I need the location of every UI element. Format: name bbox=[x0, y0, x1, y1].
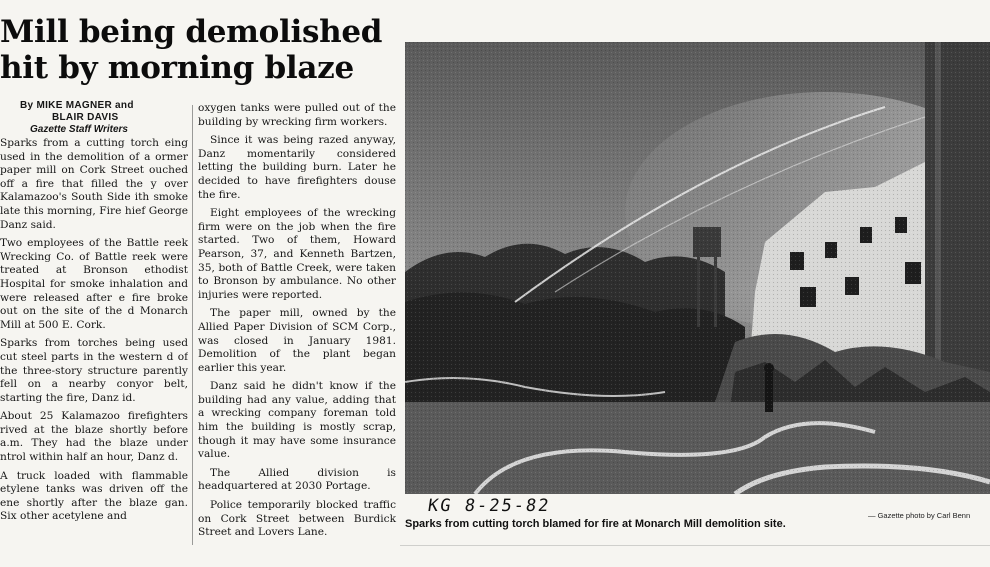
byline-staff: Gazette Staff Writers bbox=[30, 124, 128, 135]
column1-paragraph: Sparks from torches being used cut steel parts in the western d of the three-story structure parently fell on a nearby conyor belt, starting the fire, Danz id. bbox=[0, 337, 188, 404]
headline-line-1: Mill being demolished bbox=[0, 14, 383, 50]
article-column-2 bbox=[198, 102, 396, 545]
column2-paragraph: Police temporarily blocked traffic on Cork Street between Burdick Street and Lovers Lane. bbox=[198, 499, 396, 539]
photo-credit: — Gazette photo by Carl Benn bbox=[868, 511, 971, 520]
headline-line-2: hit by morning blaze bbox=[0, 50, 354, 86]
column1-paragraph: About 25 Kalamazoo firefighters rived at the blaze shortly before a.m. They had the blaze under ntrol within half an hour, Danz d. bbox=[0, 410, 188, 464]
column1-paragraph: Two employees of the Battle reek Wrecking Co. of Battle reek were treated at Bronson ethodist Hospital for smoke inhalation and were released after e fire broke out on the site of the d Monarch Mill at 500 E. Cork. bbox=[0, 237, 188, 331]
handwritten-date-note: KG 8-25-82 bbox=[426, 496, 552, 516]
column2-paragraph: oxygen tanks were pulled out of the building by wrecking firm workers. bbox=[198, 102, 396, 128]
column1-paragraph: Sparks from a cutting torch eing used in the demolition of a ormer paper mill on Cork Street ouched off a fire that filled the y over Kalamazoo's South Side ith smoke late this morning, Fire hief George Danz said. bbox=[0, 137, 188, 231]
column1-paragraph: A truck loaded with flammable etylene tanks was driven off the ene shortly after the blaze gan. Six other acetylene and bbox=[0, 469, 188, 523]
column2-paragraph: The paper mill, owned by the Allied Paper Division of SCM Corp., was closed in January 1981. Demolition of the plant began earlier this year. bbox=[198, 307, 396, 374]
byline bbox=[14, 100, 194, 136]
column2-paragraph: Eight employees of the wrecking firm were on the job when the fire started. Two of them, Howard Pearson, 37, and Kenneth Bartzen, 35, both of Battle Creek, were taken to Bronson by ambulance. No other injuries were reported. bbox=[198, 207, 396, 301]
photo-caption: Sparks from cutting torch blamed for fire at Monarch Mill demolition site. bbox=[405, 518, 786, 530]
column2-paragraph: The Allied division is headquartered at 2030 Portage. bbox=[198, 466, 396, 493]
article-column-1 bbox=[0, 137, 188, 529]
column2-paragraph: Danz said he didn't know if the building had any value, adding that a wrecking company foreman told him the building is mostly scrap, though it may have some insurance value. bbox=[198, 380, 396, 461]
bottom-rule bbox=[400, 545, 990, 546]
column-divider bbox=[192, 105, 193, 545]
byline-author-2: BLAIR DAVIS bbox=[52, 112, 119, 123]
fire-photo-image bbox=[405, 42, 990, 494]
byline-author-1: By MIKE MAGNER and bbox=[20, 100, 134, 111]
column2-paragraph: Since it was being razed anyway, Danz momentarily considered letting the building burn. Later he decided to have firefighters douse the fire. bbox=[198, 134, 396, 201]
fire-photo bbox=[405, 42, 990, 494]
headline bbox=[0, 14, 400, 86]
